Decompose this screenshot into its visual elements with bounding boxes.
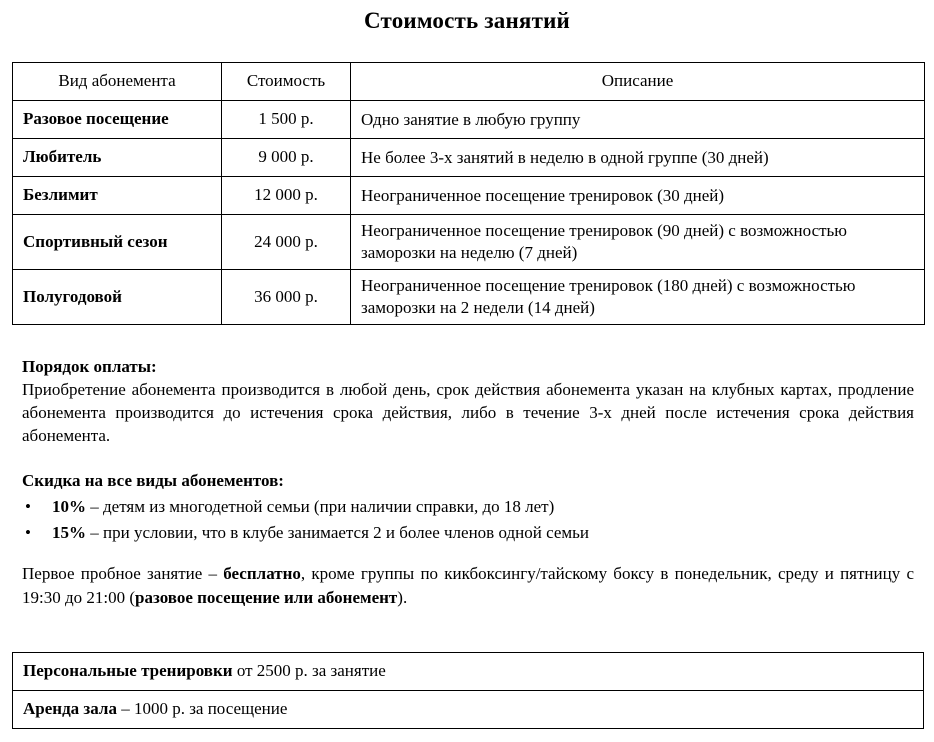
personal-training-cell xyxy=(13,653,924,691)
hall-rent-label: Аренда зала xyxy=(23,699,117,719)
trial-text-1: Первое пробное занятие – xyxy=(22,564,224,583)
column-header-price: Стоимость xyxy=(222,63,351,101)
discount-percent: 15% xyxy=(52,523,86,542)
discount-list xyxy=(22,494,914,546)
subscription-name: Спортивный сезон xyxy=(13,215,222,270)
subscription-price: 12 000 р. xyxy=(222,177,351,215)
bullet-icon: • xyxy=(25,523,31,542)
payment-heading: Порядок оплаты: xyxy=(22,357,157,376)
table-row xyxy=(13,215,925,270)
list-item xyxy=(22,494,914,520)
subscription-price: 9 000 р. xyxy=(222,139,351,177)
page-title: Стоимость занятий xyxy=(364,8,570,33)
trial-text-3: ). xyxy=(397,588,408,607)
subscription-price: 1 500 р. xyxy=(222,101,351,139)
bullet-icon: • xyxy=(25,497,31,516)
hall-rent-cell xyxy=(13,691,924,729)
column-header-type: Вид абонемента xyxy=(13,63,222,101)
trial-option-label: разовое посещение или абонемент xyxy=(135,588,398,607)
table-row xyxy=(13,177,925,215)
payment-section xyxy=(22,355,914,447)
subscription-name: Разовое посещение xyxy=(13,101,222,139)
trial-lesson-note xyxy=(22,562,914,610)
subscription-description: Не более 3-х занятий в неделю в одной группе (30 дней) xyxy=(351,139,925,177)
subscription-name: Любитель xyxy=(13,139,222,177)
list-item xyxy=(22,520,914,546)
trial-free-label: бесплатно xyxy=(223,564,301,583)
discount-section xyxy=(22,468,914,546)
column-header-description: Описание xyxy=(351,63,925,101)
subscription-name: Безлимит xyxy=(13,177,222,215)
subscription-description: Неограниченное посещение тренировок (180 дней) с возможностью заморозки на 2 недели (14 дней) xyxy=(351,270,925,325)
discount-text: – детям из многодетной семьи (при наличии справки, до 18 лет) xyxy=(86,497,555,516)
subscription-price: 24 000 р. xyxy=(222,215,351,270)
payment-text: Приобретение абонемента производится в любой день, срок действия абонемента указан на клубных картах, продление абонемента производится до истечения срока действия, либо в течение 3-х дней после истечения срока действия абонемента. xyxy=(22,380,914,445)
table-row xyxy=(13,139,925,177)
table-header-row xyxy=(13,63,925,101)
subscription-name: Полугодовой xyxy=(13,270,222,325)
personal-training-label: Персональные тренировки xyxy=(23,661,233,681)
table-row xyxy=(13,653,924,691)
discount-percent: 10% xyxy=(52,497,86,516)
subscription-table xyxy=(12,62,925,325)
hall-rent-text: – 1000 р. за посещение xyxy=(116,699,288,719)
subscription-description: Неограниченное посещение тренировок (90 дней) с возможностью заморозки на неделю (7 дней) xyxy=(351,215,925,270)
discount-heading: Скидка на все виды абонементов: xyxy=(22,471,284,490)
subscription-description: Одно занятие в любую группу xyxy=(351,101,925,139)
personal-training-text: от 2500 р. за занятие xyxy=(232,661,386,681)
subscription-price: 36 000 р. xyxy=(222,270,351,325)
discount-text: – при условии, что в клубе занимается 2 и более членов одной семьи xyxy=(86,523,589,542)
table-row xyxy=(13,101,925,139)
table-row xyxy=(13,270,925,325)
trial-text-2: , кроме группы по кикбоксингу/тайскому боксу в понедельник, среду и пятницу с 19:30 до 21:00 ( xyxy=(22,564,914,607)
extra-services-table xyxy=(12,652,924,729)
table-row xyxy=(13,691,924,729)
subscription-description: Неограниченное посещение тренировок (30 дней) xyxy=(351,177,925,215)
